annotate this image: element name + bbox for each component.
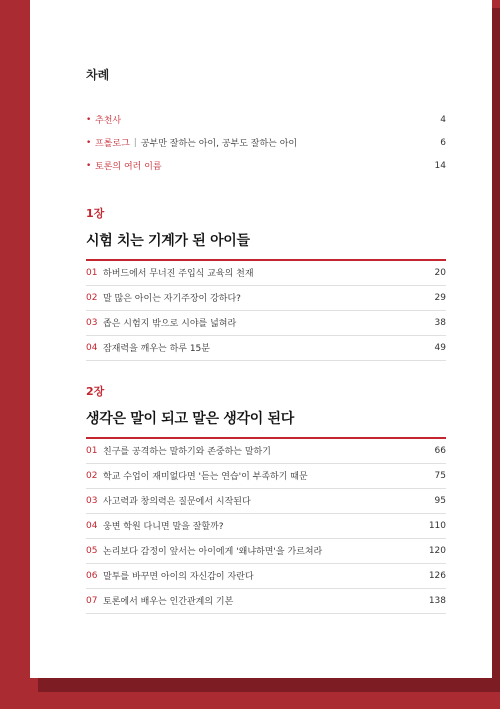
book-page (30, 0, 492, 678)
entry-page: 66 (434, 445, 446, 456)
toc-entry (86, 589, 446, 614)
entry-page: 49 (434, 342, 446, 353)
bullet-icon: • (86, 114, 92, 125)
chapter-title: 시험 치는 기계가 된 아이들 (86, 233, 250, 249)
front-item-label: 추천사 (95, 116, 122, 126)
entry-number: 01 (86, 445, 98, 456)
entry-number: 01 (86, 267, 98, 278)
entry-number: 03 (86, 317, 98, 328)
entry-title: 논리보다 감정이 앞서는 아이에게 '왜냐하면'을 가르쳐라 (103, 547, 323, 557)
entry-number: 06 (86, 570, 98, 581)
entry-page: 38 (434, 317, 446, 328)
entry-title: 말투를 바꾸면 아이의 자신감이 자란다 (103, 572, 254, 582)
entry-page: 29 (434, 292, 446, 303)
entry-page: 120 (428, 545, 446, 556)
chapter-label: 1장 (86, 207, 105, 220)
entry-title: 하버드에서 무너진 주입식 교육의 천재 (103, 269, 254, 279)
entry-page: 138 (428, 595, 446, 606)
front-item-page: 6 (440, 137, 446, 148)
chapter-2 (86, 383, 446, 614)
entry-number: 05 (86, 545, 98, 556)
toc-entry (86, 464, 446, 489)
entry-title: 말 많은 아이는 자기주장이 강하다? (103, 294, 241, 304)
toc-title: 차례 (86, 68, 110, 82)
toc-entry (86, 489, 446, 514)
entry-number: 02 (86, 470, 98, 481)
entry-title: 토론에서 배우는 인간관계의 기본 (103, 597, 234, 607)
front-item-label: 토론의 여러 이름 (95, 162, 162, 172)
toc-entry (86, 336, 446, 361)
entry-title: 사고력과 창의력은 질문에서 시작된다 (103, 497, 251, 507)
front-item-page: 4 (440, 114, 446, 125)
toc-entry (86, 261, 446, 286)
entry-title: 학교 수업이 재미없다면 '듣는 연습'이 부족하기 때문 (103, 472, 308, 482)
toc-entry (86, 439, 446, 464)
entry-page: 110 (428, 520, 446, 531)
entry-number: 04 (86, 520, 98, 531)
entry-page: 20 (434, 267, 446, 278)
bullet-icon: • (86, 160, 92, 171)
entry-title: 웅변 학원 다니면 말을 잘할까? (103, 522, 224, 532)
entry-number: 07 (86, 595, 98, 606)
toc-entry (86, 286, 446, 311)
front-item-debate-names (86, 154, 446, 177)
chapter-label: 2장 (86, 385, 105, 398)
separator: | (133, 137, 137, 148)
toc-entry (86, 311, 446, 336)
entry-page: 126 (428, 570, 446, 581)
chapter-title: 생각은 말이 되고 말은 생각이 된다 (86, 411, 295, 427)
toc-entry (86, 539, 446, 564)
front-item-subtitle: 공부만 잘하는 아이, 공부도 잘하는 아이 (140, 139, 298, 149)
front-matter-list (86, 108, 446, 177)
entry-title: 친구를 공격하는 말하기와 존중하는 말하기 (103, 447, 271, 457)
entry-title: 좁은 시험지 밖으로 시야를 넓혀라 (103, 319, 237, 329)
front-item-label: 프롤로그 (95, 139, 130, 149)
entry-number: 03 (86, 495, 98, 506)
toc-entry (86, 514, 446, 539)
entry-number: 02 (86, 292, 98, 303)
front-item-page: 14 (434, 160, 446, 171)
toc-entry (86, 564, 446, 589)
entry-page: 95 (434, 495, 446, 506)
bullet-icon: • (86, 137, 92, 148)
front-item-recommendation (86, 108, 446, 131)
entry-number: 04 (86, 342, 98, 353)
entry-title: 잠재력을 깨우는 하루 15분 (103, 344, 210, 354)
front-item-prologue (86, 131, 446, 154)
entry-page: 75 (434, 470, 446, 481)
chapter-1 (86, 205, 446, 361)
